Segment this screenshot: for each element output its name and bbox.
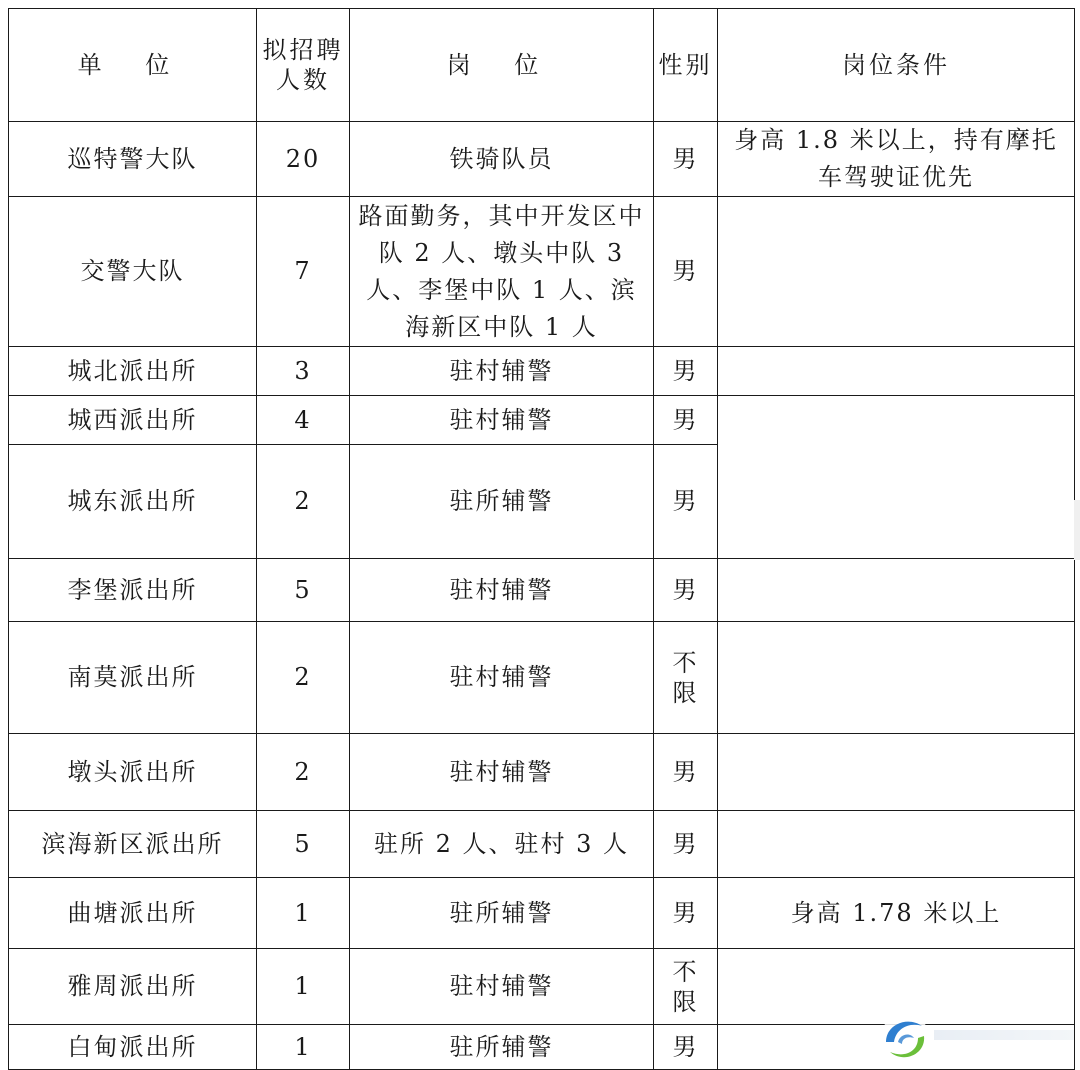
cell-unit: 曲塘派出所 bbox=[9, 878, 257, 949]
cell-unit: 白甸派出所 bbox=[9, 1025, 257, 1070]
cell-gender: 男 bbox=[654, 445, 718, 559]
header-condition: 岗位条件 bbox=[718, 9, 1075, 122]
cell-count: 7 bbox=[257, 197, 350, 347]
cell-gender: 男 bbox=[654, 347, 718, 396]
header-gender: 性别 bbox=[654, 9, 718, 122]
cell-unit: 雅周派出所 bbox=[9, 949, 257, 1025]
cell-gender: 男 bbox=[654, 197, 718, 347]
table-row bbox=[9, 811, 1075, 878]
cell-unit: 城东派出所 bbox=[9, 445, 257, 559]
watermark-stripe bbox=[934, 1030, 1074, 1040]
table-row bbox=[9, 197, 1075, 347]
cell-count: 2 bbox=[257, 734, 350, 811]
cell-post: 驻所辅警 bbox=[350, 445, 654, 559]
table-row bbox=[9, 122, 1075, 197]
cell-count: 3 bbox=[257, 347, 350, 396]
cell-post: 驻所 2 人、驻村 3 人 bbox=[350, 811, 654, 878]
cell-condition: 身高 1.8 米以上，持有摩托车驾驶证优先 bbox=[718, 122, 1075, 197]
cell-unit: 墩头派出所 bbox=[9, 734, 257, 811]
cell-post: 驻村辅警 bbox=[350, 734, 654, 811]
cell-post: 驻村辅警 bbox=[350, 347, 654, 396]
cell-gender: 男 bbox=[654, 396, 718, 445]
table-row bbox=[9, 734, 1075, 811]
cell-gender: 男 bbox=[654, 878, 718, 949]
cell-unit: 滨海新区派出所 bbox=[9, 811, 257, 878]
cell-count: 5 bbox=[257, 559, 350, 622]
cell-unit: 城北派出所 bbox=[9, 347, 257, 396]
cell-gender: 男 bbox=[654, 734, 718, 811]
table-row bbox=[9, 347, 1075, 396]
header-row bbox=[9, 9, 1075, 122]
table-row bbox=[9, 622, 1075, 734]
cell-condition bbox=[718, 811, 1075, 878]
cell-count: 5 bbox=[257, 811, 350, 878]
page-edge-shadow bbox=[1074, 500, 1080, 560]
table-row bbox=[9, 559, 1075, 622]
cell-condition bbox=[718, 559, 1075, 622]
cell-count: 1 bbox=[257, 949, 350, 1025]
cell-post: 驻所辅警 bbox=[350, 878, 654, 949]
cell-count: 1 bbox=[257, 878, 350, 949]
recruitment-table bbox=[8, 8, 1075, 1070]
cell-gender: 男 bbox=[654, 122, 718, 197]
header-count: 拟招聘人数 bbox=[257, 9, 350, 122]
cell-post: 驻村辅警 bbox=[350, 396, 654, 445]
cell-condition bbox=[718, 734, 1075, 811]
cell-unit: 李堡派出所 bbox=[9, 559, 257, 622]
cell-post: 铁骑队员 bbox=[350, 122, 654, 197]
swirl-logo-icon bbox=[878, 1012, 932, 1066]
cell-count: 2 bbox=[257, 622, 350, 734]
cell-count: 4 bbox=[257, 396, 350, 445]
cell-condition-merged bbox=[718, 396, 1075, 559]
cell-post: 驻所辅警 bbox=[350, 1025, 654, 1070]
cell-post: 路面勤务，其中开发区中队 2 人、墩头中队 3 人、李堡中队 1 人、滨海新区中队 1 人 bbox=[350, 197, 654, 347]
cell-gender: 男 bbox=[654, 559, 718, 622]
cell-unit: 巡特警大队 bbox=[9, 122, 257, 197]
cell-post: 驻村辅警 bbox=[350, 622, 654, 734]
cell-condition bbox=[718, 197, 1075, 347]
header-post: 岗 位 bbox=[350, 9, 654, 122]
cell-gender: 男 bbox=[654, 1025, 718, 1070]
cell-condition bbox=[718, 347, 1075, 396]
cell-count: 2 bbox=[257, 445, 350, 559]
cell-gender: 不限 bbox=[654, 622, 718, 734]
cell-unit: 南莫派出所 bbox=[9, 622, 257, 734]
cell-unit: 城西派出所 bbox=[9, 396, 257, 445]
cell-count: 1 bbox=[257, 1025, 350, 1070]
cell-post: 驻村辅警 bbox=[350, 559, 654, 622]
table-row bbox=[9, 878, 1075, 949]
cell-condition bbox=[718, 622, 1075, 734]
table-row bbox=[9, 396, 1075, 445]
cell-condition: 身高 1.78 米以上 bbox=[718, 878, 1075, 949]
cell-gender: 不限 bbox=[654, 949, 718, 1025]
cell-unit: 交警大队 bbox=[9, 197, 257, 347]
cell-count: 20 bbox=[257, 122, 350, 197]
cell-post: 驻村辅警 bbox=[350, 949, 654, 1025]
cell-gender: 男 bbox=[654, 811, 718, 878]
header-unit: 单 位 bbox=[9, 9, 257, 122]
